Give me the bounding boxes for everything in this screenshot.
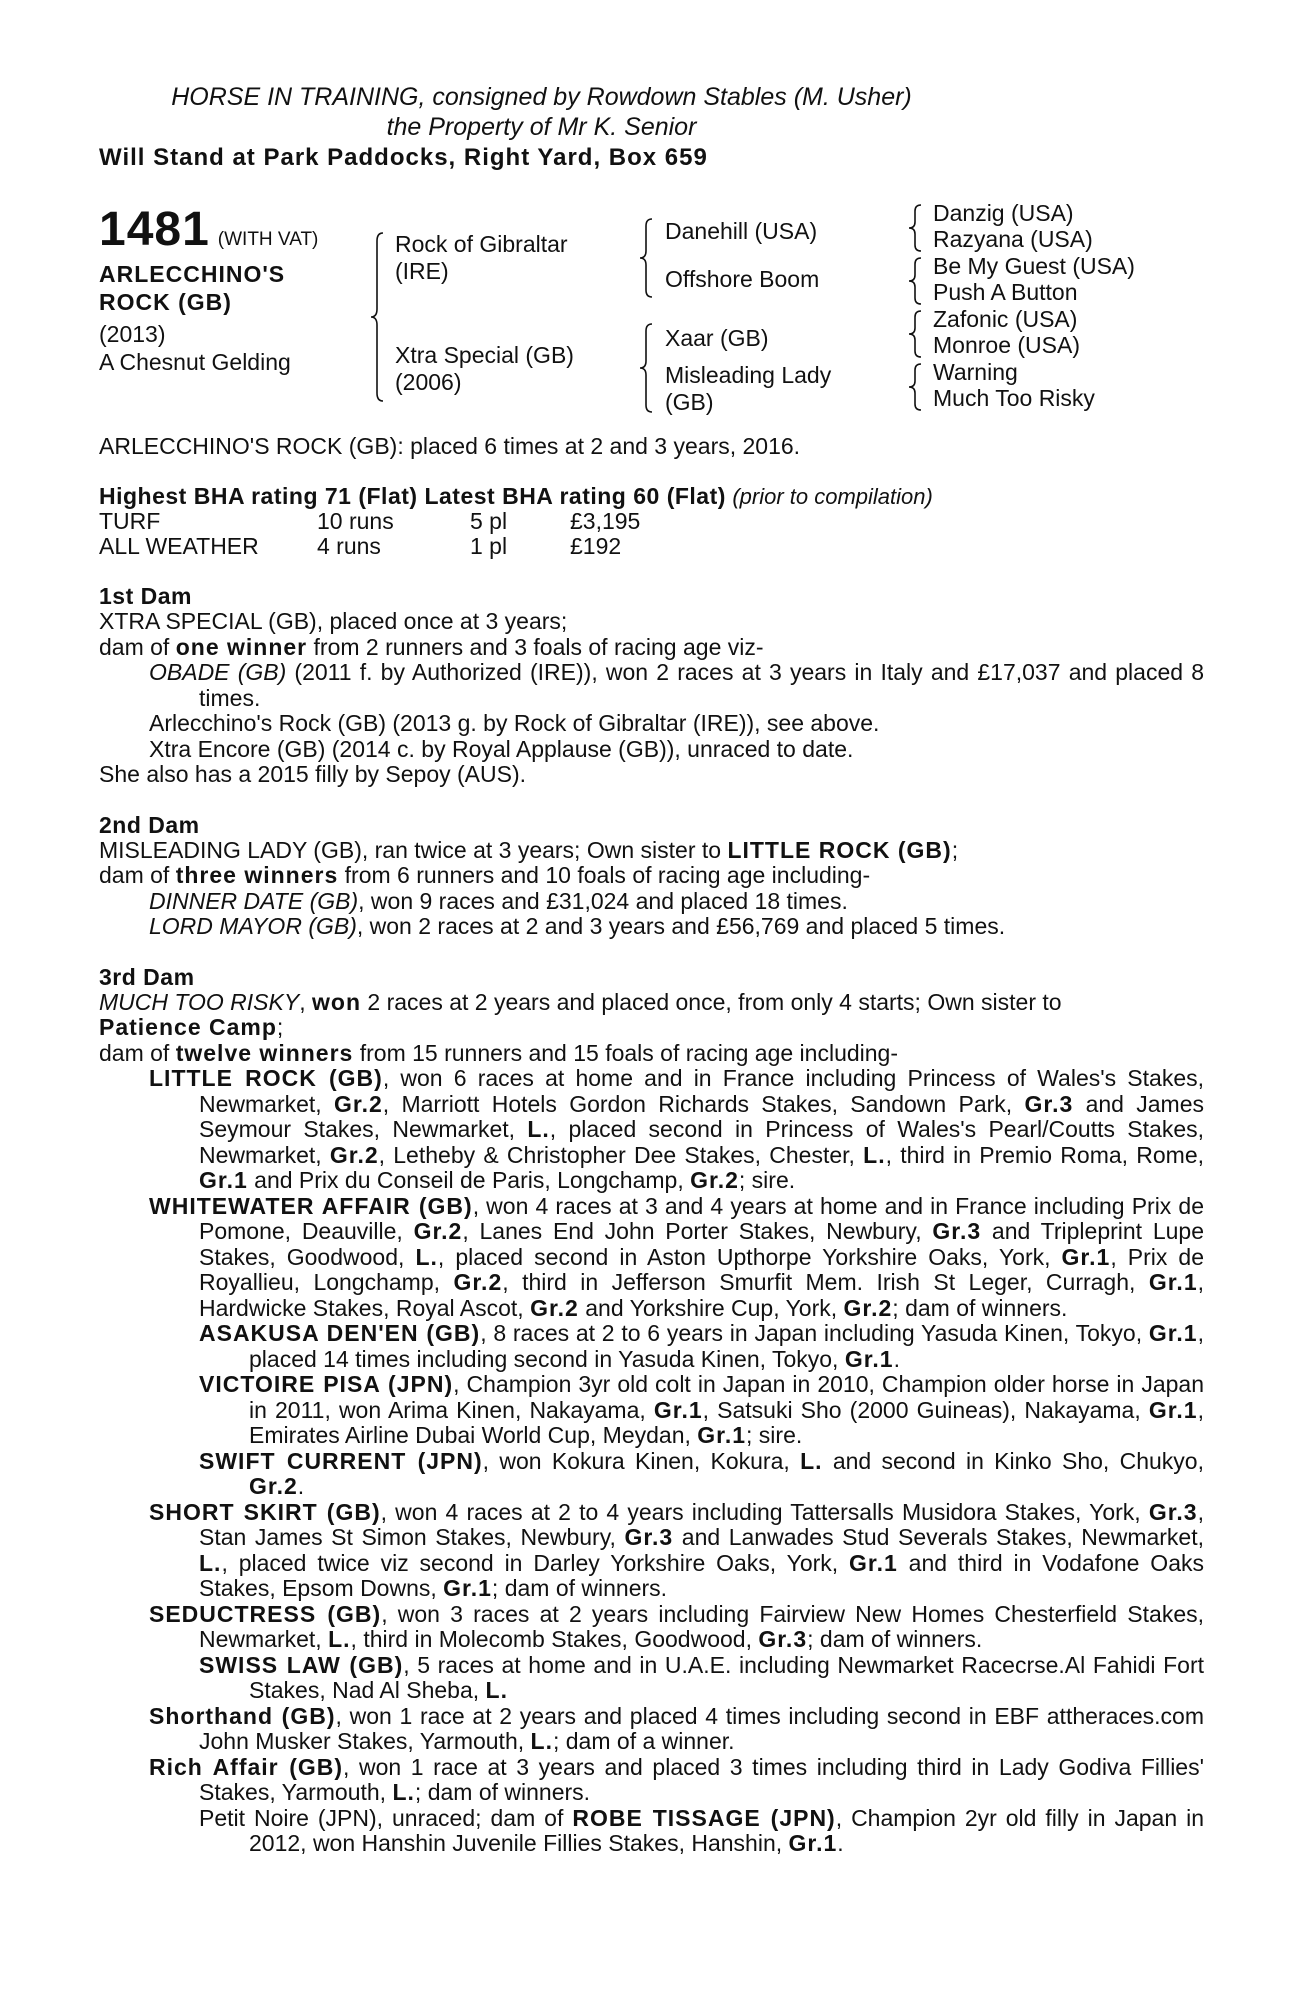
- pedigree-block: [99, 202, 1204, 432]
- stat-placed: 1 pl: [470, 533, 508, 559]
- dam-dam-name: Misleading Lady: [665, 362, 832, 388]
- ggp-5: Zafonic (USA): [933, 306, 1078, 332]
- stat-surface: ALL WEATHER: [99, 533, 259, 559]
- table-row: [99, 534, 640, 559]
- rating-bold: Highest BHA rating 71 (Flat) Latest BHA rating 60 (Flat): [99, 482, 726, 509]
- bracket-icon: [636, 320, 656, 416]
- bracket-icon: [636, 215, 656, 301]
- stat-placed: 5 pl: [470, 508, 508, 534]
- bracket-icon: [905, 255, 925, 307]
- produce-entry: Rich Affair (GB), won 1 race at 3 years and placed 3 times including third in Lady Godiva Fillies' Stakes, Yarmouth, L.; dam of winners.: [149, 1753, 1204, 1805]
- horse-description: A Chesnut Gelding: [99, 349, 291, 375]
- bracket-icon: [905, 308, 925, 360]
- sire-cell: [395, 231, 568, 285]
- horse-name: [99, 260, 285, 316]
- lot-number: 1481: [99, 203, 210, 256]
- ggp-8: Much Too Risky: [933, 385, 1095, 411]
- produce-entry: Petit Noire (JPN), unraced; dam of ROBE TISSAGE (JPN), Champion 2yr old filly in Japan in 2012, won Hanshin Juvenile Fillies Stakes, Hanshin, Gr.1.: [199, 1804, 1204, 1856]
- ggp-4: Push A Button: [933, 279, 1078, 305]
- owner-line: the Property of Mr K. Senior: [386, 113, 697, 141]
- stat-prize: £192: [570, 533, 622, 559]
- produce-entry: Arlecchino's Rock (GB) (2013 g. by Rock of Gibraltar (IRE)), see above.: [149, 710, 880, 736]
- bracket-icon: [905, 361, 925, 413]
- sire-country: (IRE): [395, 258, 449, 284]
- catalogue-page: [99, 82, 1204, 1857]
- produce-entry: WHITEWATER AFFAIR (GB), won 4 races at 3 and 4 years at home and in France including Prix de Pomone, Deauville, Gr.2, Lanes End John Porter Stakes, Newbury, Gr.3 and Tripleprint Lupe Stakes, Goodwood, L., placed second in Aston Upthorpe Yorkshire Oaks, York, Gr.1, Prix de Royallieu, Longchamp, Gr.2, third in Jefferson Smurfit Mem. Irish St Leger, Curragh, Gr.1, Hardwicke Stakes, Royal Ascot, Gr.2 and Yorkshire Cup, York, Gr.2; dam of winners.: [149, 1192, 1205, 1321]
- produce-entry: SWIFT CURRENT (JPN), won Kokura Kinen, Kokura, L. and second in Kinko Sho, Chukyo, Gr.2.: [199, 1447, 1204, 1499]
- stat-surface: TURF: [99, 508, 161, 534]
- ggp-7: Warning: [933, 359, 1018, 385]
- horse-name-line1: ARLECCHINO'S: [99, 261, 286, 287]
- bracket-icon: [367, 227, 387, 407]
- horse-info: [99, 320, 291, 376]
- consignor-line: HORSE IN TRAINING, consigned by Rowdown Stables (M. Usher): [171, 83, 912, 111]
- ggp-2: Razyana (USA): [933, 226, 1093, 252]
- ggp-1: Danzig (USA): [933, 200, 1074, 226]
- first-dam-produce-line: dam of one winner from 2 runners and 3 foals of racing age viz-: [99, 633, 764, 660]
- sire-dam: Offshore Boom: [665, 266, 820, 292]
- lot-number-row: [99, 202, 318, 257]
- vat-note: (WITH VAT): [217, 229, 319, 250]
- table-row: [99, 509, 640, 534]
- third-dam-heading: 3rd Dam: [99, 963, 195, 990]
- produce-entry: LORD MAYOR (GB), won 2 races at 2 and 3 years and £56,769 and placed 5 times.: [149, 913, 1006, 939]
- produce-entry: SWISS LAW (GB), 5 races at home and in U.A.E. including Newmarket Racecrse.Al Fahidi Fort Stakes, Nad Al Sheba, L.: [199, 1651, 1204, 1703]
- produce-entry: SHORT SKIRT (GB), won 4 races at 2 to 4 years including Tattersalls Musidora Stakes, York, Gr.3, Stan James St Simon Stakes, Newbury, Gr.3 and Lanwades Stud Severals Stakes, Newmarket, L., placed twice viz second in Darley Yorkshire Oaks, York, Gr.1 and third in Vodafone Oaks Stakes, Epsom Downs, Gr.1; dam of winners.: [149, 1498, 1204, 1601]
- first-dam-heading: 1st Dam: [99, 583, 192, 609]
- third-dam-produce-line: dam of twelve winners from 15 runners and 15 foals of racing age including-: [99, 1039, 898, 1066]
- dam-year: (2006): [395, 369, 462, 395]
- bracket-icon: [905, 202, 925, 254]
- produce-entry: OBADE (GB) (2011 f. by Authorized (IRE)), won 2 races at 3 years in Italy and £17,037 and placed 8 times.: [149, 659, 1204, 711]
- ggp-6: Monroe (USA): [933, 332, 1080, 358]
- stand-location: Will Stand at Park Paddocks, Right Yard, Box 659: [99, 144, 708, 171]
- sire-sire: Danehill (USA): [665, 218, 818, 244]
- sire-name: Rock of Gibraltar: [395, 231, 568, 257]
- second-dam-produce-line: dam of three winners from 6 runners and 10 foals of racing age including-: [99, 862, 871, 888]
- stat-prize: £3,195: [570, 508, 641, 534]
- first-dam-note: She also has a 2015 filly by Sepoy (AUS).: [99, 761, 527, 787]
- horse-name-line2: ROCK (GB): [99, 289, 232, 315]
- stat-runs: 4 runs: [317, 533, 381, 559]
- produce-entry: SEDUCTRESS (GB), won 3 races at 2 years including Fairview New Homes Chesterfield Stakes, Newmarket, L., third in Molecomb Stakes, Goodwood, Gr.3; dam of winners.: [149, 1600, 1204, 1652]
- produce-entry: Xtra Encore (GB) (2014 c. by Royal Applause (GB)), unraced to date.: [149, 735, 854, 762]
- first-dam-line: XTRA SPECIAL (GB), placed once at 3 years;: [99, 608, 568, 634]
- dam-sire: Xaar (GB): [665, 325, 769, 351]
- third-dam-line: MUCH TOO RISKY, won 2 races at 2 years and placed once, from only 4 starts; Own sister to Patience Camp;: [99, 988, 1062, 1040]
- produce-entry: DINNER DATE (GB), won 9 races and £31,024 and placed 18 times.: [149, 887, 848, 914]
- foaling-year: (2013): [99, 321, 166, 347]
- dam-name: Xtra Special (GB): [395, 342, 574, 368]
- rating-line: [99, 484, 1204, 510]
- dam-dam: [665, 362, 831, 416]
- stats-table: [99, 509, 640, 559]
- dam-cell: [395, 342, 574, 396]
- produce-entry: Shorthand (GB), won 1 race at 2 years and placed 4 times including second in EBF attheraces.com John Musker Stakes, Yarmouth, L.; dam of a winner.: [149, 1702, 1205, 1754]
- rating-note: (prior to compilation): [732, 483, 933, 509]
- stat-runs: 10 runs: [317, 508, 394, 534]
- dam-dam-country: (GB): [665, 389, 714, 415]
- produce-entry: ASAKUSA DEN'EN (GB), 8 races at 2 to 6 years in Japan including Yasuda Kinen, Tokyo, Gr.1, placed 14 times including second in Yasuda Kinen, Tokyo, Gr.1.: [199, 1320, 1204, 1372]
- second-dam-line: MISLEADING LADY (GB), ran twice at 3 years; Own sister to LITTLE ROCK (GB);: [99, 836, 959, 863]
- ggp-3: Be My Guest (USA): [933, 253, 1135, 279]
- produce-entry: VICTOIRE PISA (JPN), Champion 3yr old colt in Japan in 2010, Champion older horse in Japan in 2011, won Arima Kinen, Nakayama, Gr.1, Satsuki Sho (2000 Guineas), Nakayama, Gr.1, Emirates Airline Dubai World Cup, Meydan, Gr.1; sire.: [199, 1371, 1205, 1448]
- second-dam-heading: 2nd Dam: [99, 811, 200, 838]
- race-summary: ARLECCHINO'S ROCK (GB): placed 6 times at 2 and 3 years, 2016.: [99, 433, 801, 459]
- produce-entry: LITTLE ROCK (GB), won 6 races at home and in France including Princess of Wales's Stakes, Newmarket, Gr.2, Marriott Hotels Gordon Richards Stakes, Sandown Park, Gr.3 and James Seymour Stakes, Newmarket, L., placed second in Princess of Wales's Pearl/Coutts Stakes, Newmarket, Gr.2, Letheby & Christopher Dee Stakes, Chester, L., third in Premio Roma, Rome, Gr.1 and Prix du Conseil de Paris, Longchamp, Gr.2; sire.: [149, 1065, 1204, 1193]
